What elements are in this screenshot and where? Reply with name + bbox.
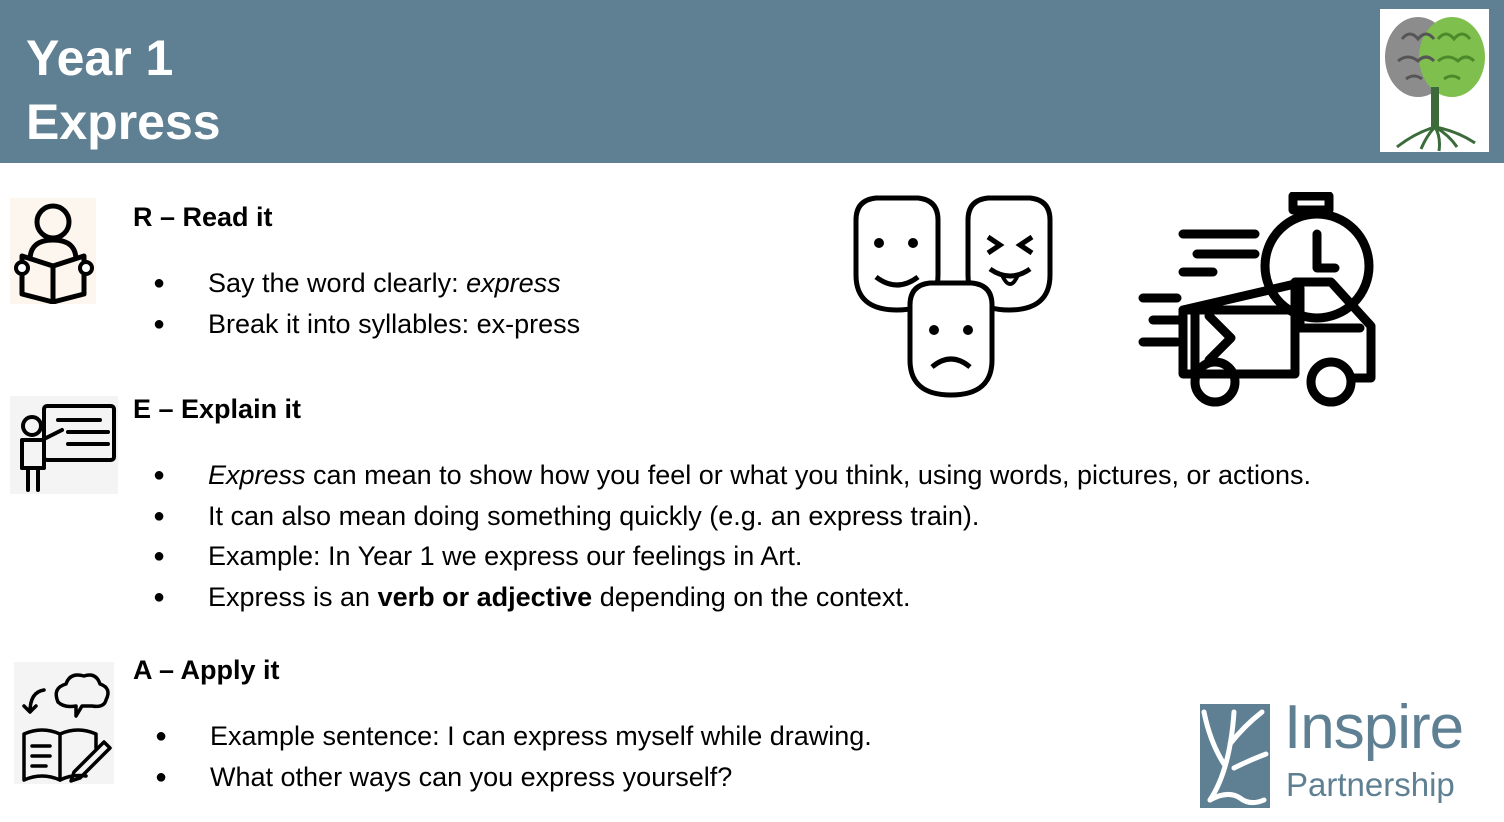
list-item: ● Express can mean to show how you feel or what you think, using words, pictures, or actions.	[153, 455, 1311, 496]
inspire-wordmark: Inspire	[1284, 693, 1464, 762]
explain-it-list	[153, 455, 1311, 618]
list-item: ● Example: In Year 1 we express our feelings in Art.	[153, 536, 1311, 577]
header-banner	[0, 0, 1504, 163]
thought-book-writing-icon	[14, 662, 114, 784]
inspire-partnership-logo	[1200, 693, 1464, 813]
apply-it-list	[155, 716, 872, 797]
read-it-heading: R – Read it	[133, 202, 273, 232]
list-item: ● Example sentence: I can express myself while drawing.	[155, 716, 872, 757]
explain-it-heading: E – Explain it	[133, 394, 302, 424]
express-delivery-truck-icon	[1135, 192, 1380, 414]
title-line-word: Express	[26, 94, 221, 150]
teacher-at-board-icon	[10, 396, 118, 494]
inspire-tree-mark-icon	[1200, 704, 1270, 808]
brain-tree-logo-icon	[1380, 9, 1489, 152]
person-reading-book-icon	[10, 198, 96, 304]
list-item: ● Express is an verb or adjective depending on the context.	[153, 577, 1311, 618]
title-line-year: Year 1	[26, 30, 174, 86]
list-item: ● Break it into syllables: ex-press	[153, 304, 580, 345]
read-it-list	[153, 263, 580, 344]
page-title	[26, 26, 221, 154]
partnership-wordmark: Partnership	[1286, 766, 1455, 803]
list-item: ● Say the word clearly: express	[153, 263, 580, 304]
apply-it-heading: A – Apply it	[133, 655, 280, 685]
list-item: ● What other ways can you express yourself?	[155, 757, 872, 798]
emotion-masks-icon	[850, 195, 1055, 400]
list-item: ● It can also mean doing something quickly (e.g. an express train).	[153, 496, 1311, 537]
